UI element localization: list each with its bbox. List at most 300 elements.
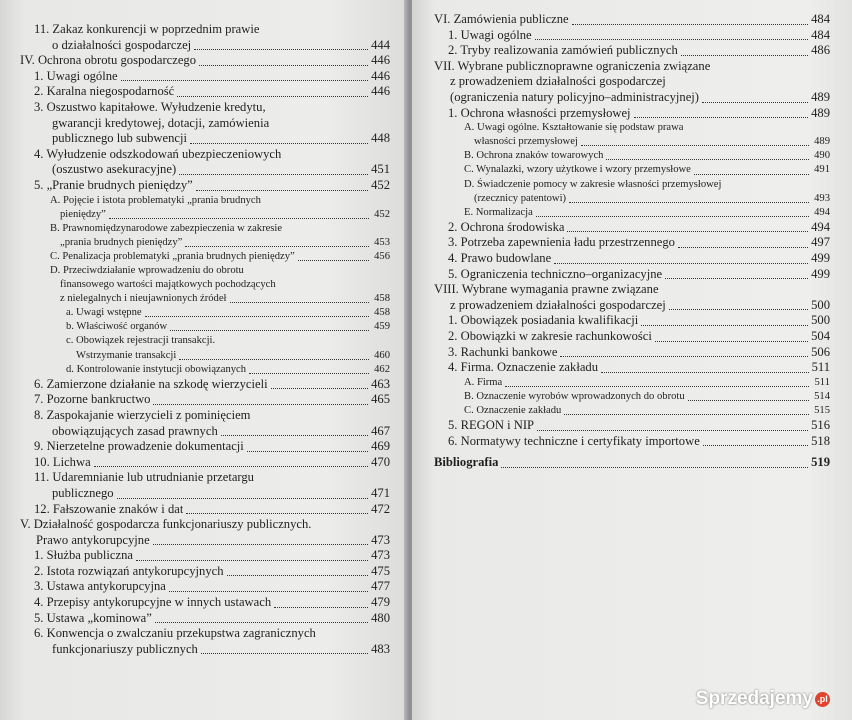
toc-page-number: 472 bbox=[371, 501, 390, 516]
toc-entry-line bbox=[20, 131, 390, 147]
toc-page-number: 489 bbox=[811, 105, 830, 120]
dot-leader bbox=[601, 372, 809, 373]
toc-entry-title: 3. Potrzeba zapewnienia ładu przestrzennego bbox=[448, 235, 675, 250]
toc-page-number: 467 bbox=[371, 423, 390, 438]
toc-entry bbox=[20, 306, 390, 320]
toc-page-number: 506 bbox=[811, 344, 830, 359]
toc-entry bbox=[434, 329, 830, 345]
dot-leader bbox=[688, 400, 809, 401]
toc-entry-title: C. Wynalazki, wzory użytkowe i wzory przemysłowe bbox=[464, 164, 691, 176]
toc-page-number: 494 bbox=[814, 206, 830, 218]
toc-entry bbox=[20, 377, 390, 393]
toc-entry-title: 4. Firma. Oznaczenie zakładu bbox=[448, 360, 599, 375]
dot-leader bbox=[655, 341, 808, 342]
toc-entry bbox=[434, 28, 830, 44]
right-page bbox=[412, 0, 852, 720]
toc-entry bbox=[20, 264, 390, 306]
toc-entry-title: (rzecznicy patentowi) bbox=[474, 192, 567, 204]
toc-entry-title: 5. Ustawa „kominowa” bbox=[34, 610, 152, 625]
toc-entry-title: 3. Ustawa antykorupcyjna bbox=[34, 579, 166, 594]
toc-entry bbox=[20, 439, 390, 455]
toc-entry-continuation bbox=[434, 59, 830, 75]
toc-entry-line bbox=[20, 579, 390, 595]
toc-entry-title: 4. Prawo budowlane bbox=[448, 251, 552, 265]
toc-page-number: 483 bbox=[371, 641, 390, 656]
toc-entry-title: VIII. Wybrane wymagania prawne związane bbox=[434, 282, 659, 297]
toc-page-number: 493 bbox=[814, 192, 830, 204]
toc-entry-line bbox=[434, 28, 830, 44]
toc-entry-line bbox=[20, 564, 390, 580]
toc-entry bbox=[434, 455, 830, 471]
toc-page-number: 459 bbox=[374, 321, 390, 333]
dot-leader bbox=[694, 174, 809, 175]
toc-page-number: 453 bbox=[374, 236, 390, 248]
toc-entry bbox=[20, 222, 390, 250]
toc-entry-line bbox=[434, 418, 830, 434]
toc-entry-line bbox=[20, 208, 390, 222]
toc-page-number: 490 bbox=[814, 150, 830, 162]
toc-entry-continuation bbox=[20, 100, 390, 116]
dot-leader bbox=[94, 466, 368, 467]
toc-entry-title: (oszustwo asekuracyjne) bbox=[52, 162, 177, 177]
toc-entry-line bbox=[20, 320, 390, 334]
toc-entry-continuation bbox=[20, 264, 390, 278]
toc-entry bbox=[20, 363, 390, 377]
toc-entry-continuation bbox=[20, 334, 390, 348]
toc-entry-title: 11. Udaremnianie lub utrudnianie przetargu bbox=[34, 470, 254, 485]
dot-leader bbox=[554, 263, 808, 264]
toc-entry-title: Wstrzymanie transakcji bbox=[76, 349, 177, 361]
toc-entry-continuation bbox=[434, 282, 830, 298]
toc-entry-title: A. Pojęcie i istota problematyki „prania brudnych bbox=[50, 194, 261, 206]
toc-page-number: 479 bbox=[371, 595, 390, 610]
toc-entry-title: pieniędzy” bbox=[60, 208, 106, 220]
toc-entry-title: 2. Istota rozwiązań antykorupcyjnych bbox=[34, 563, 224, 578]
toc-entry-line bbox=[20, 292, 390, 306]
dot-leader bbox=[560, 356, 808, 357]
toc-entry bbox=[20, 69, 390, 85]
toc-entry-title: własności przemysłowej bbox=[474, 136, 578, 148]
toc-list-left bbox=[20, 22, 390, 657]
toc-entry-line bbox=[20, 595, 390, 611]
toc-page-number: 456 bbox=[374, 250, 390, 262]
toc-entry bbox=[434, 418, 830, 434]
toc-page-number: 458 bbox=[374, 293, 390, 305]
toc-entry-title: z prowadzeniem działalności gospodarczej bbox=[450, 74, 666, 89]
toc-entry-title: 1. Ochrona własności przemysłowej bbox=[448, 105, 631, 120]
toc-entry-title: 2. Tryby realizowania zamówień publicznych bbox=[448, 43, 678, 58]
dot-leader bbox=[569, 202, 809, 203]
toc-page-number: 491 bbox=[814, 164, 830, 176]
dot-leader bbox=[641, 325, 808, 326]
toc-entry bbox=[434, 149, 830, 163]
toc-entry bbox=[434, 220, 830, 236]
toc-entry-title: 3. Rachunki bankowe bbox=[448, 344, 558, 359]
toc-entry-line bbox=[20, 38, 390, 54]
toc-entry bbox=[20, 250, 390, 264]
toc-entry bbox=[20, 392, 390, 408]
toc-entry-title: 1. Uwagi ogólne bbox=[34, 68, 118, 83]
toc-entry-line bbox=[434, 360, 830, 376]
toc-entry bbox=[20, 100, 390, 147]
toc-entry-continuation bbox=[20, 517, 390, 533]
dot-leader bbox=[170, 330, 369, 331]
toc-entry-line bbox=[20, 162, 390, 178]
dot-leader bbox=[249, 373, 369, 374]
toc-list-right bbox=[434, 12, 830, 471]
toc-entry-line bbox=[434, 251, 830, 267]
toc-entry bbox=[434, 267, 830, 283]
dot-leader bbox=[271, 388, 369, 389]
toc-entry bbox=[434, 163, 830, 177]
toc-page-number: 452 bbox=[374, 208, 390, 220]
toc-entry-title: 1. Obowiązek posiadania kwalifikacji bbox=[448, 313, 639, 328]
toc-entry-line bbox=[434, 43, 830, 59]
dot-leader bbox=[247, 451, 368, 452]
toc-entry-title: C. Oznaczenie zakładu bbox=[464, 404, 562, 416]
dot-leader bbox=[196, 190, 368, 191]
toc-page-number: 475 bbox=[371, 563, 390, 578]
toc-page-number: 473 bbox=[371, 548, 390, 563]
toc-entry-title: 4. Wyłudzenie odszkodowań ubezpieczeniowych bbox=[34, 146, 282, 161]
toc-entry-title: gwarancji kredytowej, dotacji, zamówienia bbox=[52, 115, 270, 130]
toc-page-number: 519 bbox=[811, 455, 830, 470]
toc-entry-line bbox=[434, 235, 830, 251]
toc-entry bbox=[20, 334, 390, 362]
toc-entry-title: VI. Zamówienia publiczne bbox=[434, 12, 569, 26]
toc-entry bbox=[20, 564, 390, 580]
toc-entry bbox=[20, 548, 390, 564]
toc-page-number: 489 bbox=[811, 89, 830, 104]
toc-entry bbox=[434, 282, 830, 313]
toc-page-number: 446 bbox=[371, 68, 390, 83]
toc-page-number: 484 bbox=[811, 12, 830, 26]
toc-entry-line bbox=[20, 349, 390, 363]
toc-entry-line bbox=[20, 250, 390, 264]
toc-entry-line bbox=[20, 642, 390, 658]
dot-leader bbox=[227, 575, 369, 576]
toc-entry-title: „prania brudnych pieniędzy” bbox=[60, 236, 183, 248]
toc-entry-line bbox=[434, 455, 830, 471]
toc-entry-continuation bbox=[20, 278, 390, 292]
watermark-text: Sprzedajemy bbox=[695, 688, 813, 709]
toc-page-number: 511 bbox=[811, 360, 830, 375]
dot-leader bbox=[153, 404, 368, 405]
toc-entry-line bbox=[434, 313, 830, 329]
toc-entry-title: 1. Służba publiczna bbox=[34, 548, 133, 563]
toc-page-number: 514 bbox=[814, 390, 830, 402]
toc-page-number: 477 bbox=[371, 579, 390, 594]
dot-leader bbox=[634, 117, 809, 118]
toc-entry-title: 5. Ograniczenia techniczno–organizacyjne bbox=[448, 266, 663, 281]
dot-leader bbox=[145, 316, 369, 317]
toc-entry-title: C. Penalizacja problematyki „prania brudnych pieniędzy” bbox=[50, 250, 295, 262]
toc-entry-title: 5. REGON i NIP bbox=[448, 418, 535, 433]
toc-entry-line bbox=[434, 149, 830, 163]
dot-leader bbox=[109, 218, 369, 219]
toc-entry-title: (ograniczenia natury policyjno–administracyjnej) bbox=[450, 89, 699, 104]
toc-entry-continuation bbox=[20, 408, 390, 424]
toc-entry-title: 2. Obowiązki w zakresie rachunkowości bbox=[448, 328, 652, 343]
dot-leader bbox=[177, 96, 368, 97]
dot-leader bbox=[298, 260, 369, 261]
toc-entry-line bbox=[434, 192, 830, 206]
toc-entry-continuation bbox=[20, 222, 390, 236]
toc-entry bbox=[434, 360, 830, 376]
toc-page-number: 500 bbox=[811, 313, 830, 328]
toc-page-number: 446 bbox=[371, 84, 390, 99]
toc-entry bbox=[20, 320, 390, 334]
toc-entry-title: publicznego lub subwencji bbox=[52, 131, 188, 146]
toc-entry-line bbox=[20, 502, 390, 518]
dot-leader bbox=[230, 302, 370, 303]
toc-entry-title: z prowadzeniem działalności gospodarczej bbox=[450, 297, 666, 312]
toc-entry bbox=[20, 579, 390, 595]
toc-entry-title: c. Obowiązek rejestracji transakcji. bbox=[66, 335, 216, 347]
dot-leader bbox=[536, 216, 809, 217]
toc-entry bbox=[434, 106, 830, 122]
toc-entry-line bbox=[434, 376, 830, 390]
toc-entry-title: o działalności gospodarczej bbox=[52, 37, 192, 52]
toc-page-number: 515 bbox=[814, 404, 830, 416]
dot-leader bbox=[501, 467, 808, 468]
dot-leader bbox=[136, 560, 368, 561]
dot-leader bbox=[702, 102, 808, 103]
dot-leader bbox=[194, 49, 368, 50]
toc-entry-title: 5. „Pranie brudnych pieniędzy” bbox=[34, 177, 193, 192]
toc-entry bbox=[20, 53, 390, 69]
toc-page-number: 499 bbox=[811, 266, 830, 281]
dot-leader bbox=[179, 359, 369, 360]
toc-entry bbox=[20, 84, 390, 100]
toc-page-number: 446 bbox=[371, 53, 390, 68]
toc-entry bbox=[434, 404, 830, 418]
toc-page-number: 489 bbox=[814, 136, 830, 148]
toc-entry bbox=[20, 470, 390, 501]
toc-entry-title: A. Uwagi ogólne. Kształtowanie się podstaw prawa bbox=[464, 122, 684, 134]
watermark-badge: .pl bbox=[815, 692, 830, 707]
toc-page-number: 504 bbox=[811, 328, 830, 343]
toc-entry-line bbox=[20, 533, 390, 549]
toc-page-number: 494 bbox=[811, 219, 830, 234]
toc-entry-line bbox=[20, 611, 390, 627]
dot-leader bbox=[201, 653, 368, 654]
toc-page-number: 469 bbox=[371, 439, 390, 454]
toc-page-number: 500 bbox=[811, 297, 830, 312]
dot-leader bbox=[190, 143, 368, 144]
toc-page-number: 497 bbox=[811, 235, 830, 250]
toc-entry-title: 7. Pozorne bankructwo bbox=[34, 392, 151, 407]
toc-entry bbox=[434, 12, 830, 28]
dot-leader bbox=[221, 435, 368, 436]
toc-entry-title: z nielegalnych i nieujawnionych źródeł bbox=[60, 293, 227, 305]
watermark-logo bbox=[696, 688, 830, 710]
toc-page-number: 444 bbox=[371, 37, 390, 52]
toc-entry-continuation bbox=[20, 470, 390, 486]
dot-leader bbox=[703, 445, 808, 446]
toc-entry-title: E. Normalizacja bbox=[464, 206, 533, 218]
toc-entry-title: B. Ochrona znaków towarowych bbox=[464, 150, 604, 162]
toc-entry-title: publicznego bbox=[52, 485, 114, 500]
toc-entry-line bbox=[20, 486, 390, 502]
toc-entry-title: 4. Przepisy antykorupcyjne w innych ustawach bbox=[34, 595, 272, 610]
toc-entry-title: D. Przeciwdziałanie wprowadzeniu do obrotu bbox=[50, 265, 244, 276]
toc-page-number: 471 bbox=[371, 485, 390, 500]
dot-leader bbox=[179, 174, 368, 175]
toc-entry bbox=[434, 59, 830, 106]
toc-page-number: 499 bbox=[811, 251, 830, 265]
dot-leader bbox=[665, 278, 808, 279]
toc-entry-title: A. Firma bbox=[464, 376, 503, 388]
dot-leader bbox=[155, 622, 368, 623]
toc-entry-continuation bbox=[20, 626, 390, 642]
toc-entry-continuation bbox=[434, 74, 830, 90]
toc-page-number: 516 bbox=[811, 418, 830, 433]
toc-entry-line bbox=[434, 135, 830, 149]
dot-leader bbox=[185, 246, 369, 247]
toc-entry bbox=[20, 626, 390, 657]
toc-entry-continuation bbox=[20, 22, 390, 38]
toc-page-number: 480 bbox=[371, 610, 390, 625]
toc-entry-continuation bbox=[434, 121, 830, 135]
toc-entry-continuation bbox=[20, 194, 390, 208]
toc-entry-line bbox=[434, 404, 830, 418]
toc-entry-line bbox=[434, 220, 830, 236]
dot-leader bbox=[581, 145, 809, 146]
toc-entry-continuation bbox=[434, 178, 830, 192]
toc-entry bbox=[434, 434, 830, 450]
toc-entry-line bbox=[434, 298, 830, 314]
toc-entry-line bbox=[434, 434, 830, 450]
dot-leader bbox=[681, 55, 808, 56]
left-page bbox=[0, 0, 408, 720]
toc-entry-line bbox=[434, 329, 830, 345]
toc-entry-title: 6. Konwencja o zwalczaniu przekupstwa zagranicznych bbox=[34, 626, 316, 641]
toc-entry-title: B. Prawnomiędzynarodowe zabezpieczenia w zakresie bbox=[50, 222, 283, 234]
toc-entry bbox=[20, 611, 390, 627]
toc-entry-title: 3. Oszustwo kapitałowe. Wyłudzenie kredytu, bbox=[34, 99, 266, 114]
toc-entry-title: B. Oznaczenie wyrobów wprowadzonych do obrotu bbox=[464, 390, 685, 402]
toc-entry bbox=[434, 251, 830, 267]
toc-entry-title: finansowego wartości majątkowych pochodzących bbox=[60, 279, 276, 291]
toc-entry-title: 10. Lichwa bbox=[34, 454, 91, 469]
toc-entry-title: 8. Zaspokajanie wierzycieli z pominięciem bbox=[34, 407, 251, 422]
dot-leader bbox=[535, 39, 809, 40]
toc-entry bbox=[434, 313, 830, 329]
toc-entry-title: VII. Wybrane publicznoprawne ograniczenia związane bbox=[434, 58, 711, 73]
toc-entry bbox=[20, 194, 390, 222]
toc-entry bbox=[434, 376, 830, 390]
toc-entry-line bbox=[20, 178, 390, 194]
toc-entry-line bbox=[20, 392, 390, 408]
toc-entry-line bbox=[434, 90, 830, 106]
toc-entry bbox=[434, 121, 830, 149]
toc-entry bbox=[20, 455, 390, 471]
toc-entry-title: D. Świadczenie pomocy w zakresie własności przemysłowej bbox=[464, 178, 722, 190]
toc-page-number: 473 bbox=[371, 532, 390, 547]
toc-entry-line bbox=[20, 306, 390, 320]
toc-entry-title: 6. Normatywy techniczne i certyfikaty importowe bbox=[448, 433, 700, 448]
toc-entry-line bbox=[20, 455, 390, 471]
dot-leader bbox=[199, 65, 368, 66]
toc-page-number: 460 bbox=[374, 349, 390, 361]
toc-entry-title: obowiązujących zasad prawnych bbox=[52, 423, 218, 438]
toc-page-number: 462 bbox=[374, 363, 390, 375]
toc-entry-line bbox=[20, 377, 390, 393]
dot-leader bbox=[169, 591, 368, 592]
toc-entry-title: 1. Uwagi ogólne bbox=[448, 27, 532, 42]
toc-entry bbox=[20, 408, 390, 439]
toc-entry bbox=[434, 178, 830, 206]
toc-entry-line bbox=[20, 424, 390, 440]
toc-entry-line bbox=[434, 206, 830, 220]
toc-page-number: 484 bbox=[811, 27, 830, 42]
dot-leader bbox=[606, 159, 809, 160]
toc-entry bbox=[434, 345, 830, 361]
toc-entry-title: b. Właściwość organów bbox=[66, 321, 168, 333]
toc-entry-title: IV. Ochrona obrotu gospodarczego bbox=[20, 53, 197, 68]
dot-leader bbox=[669, 309, 808, 310]
toc-entry-line bbox=[20, 69, 390, 85]
toc-entry-line bbox=[434, 12, 830, 28]
toc-entry bbox=[434, 206, 830, 220]
toc-page-number: 518 bbox=[811, 433, 830, 448]
toc-entry-title: 2. Ochrona środowiska bbox=[448, 219, 565, 234]
toc-page-number: 451 bbox=[371, 162, 390, 177]
toc-entry-title: 12. Fałszowanie znaków i dat bbox=[34, 501, 184, 516]
toc-entry bbox=[434, 235, 830, 251]
dot-leader bbox=[537, 430, 808, 431]
toc-page-number: 470 bbox=[371, 454, 390, 469]
toc-entry-line bbox=[20, 53, 390, 69]
dot-leader bbox=[186, 513, 368, 514]
dot-leader bbox=[121, 80, 369, 81]
toc-entry-line bbox=[20, 236, 390, 250]
toc-entry-title: d. Kontrolowanie instytucji obowiązanych bbox=[66, 363, 247, 375]
toc-entry-line bbox=[20, 548, 390, 564]
dot-leader bbox=[567, 231, 808, 232]
toc-page-number: 452 bbox=[371, 177, 390, 192]
dot-leader bbox=[505, 386, 809, 387]
toc-entry-title: 6. Zamierzone działanie na szkodę wierzycieli bbox=[34, 376, 268, 391]
toc-entry-title: a. Uwagi wstępne bbox=[66, 307, 142, 319]
toc-page-number: 486 bbox=[811, 43, 830, 58]
toc-page-number: 458 bbox=[374, 307, 390, 319]
toc-entry-line bbox=[20, 84, 390, 100]
toc-entry-line bbox=[434, 267, 830, 283]
toc-entry-line bbox=[434, 106, 830, 122]
toc-entry-title: Prawo antykorupcyjne bbox=[36, 532, 150, 547]
toc-entry bbox=[434, 43, 830, 59]
toc-entry-line bbox=[434, 390, 830, 404]
toc-entry bbox=[20, 517, 390, 548]
toc-entry bbox=[20, 147, 390, 178]
toc-entry-title: 11. Zakaz konkurencji w poprzednim prawie bbox=[34, 22, 260, 36]
toc-entry bbox=[20, 178, 390, 194]
toc-entry-line bbox=[20, 439, 390, 455]
toc-entry bbox=[434, 390, 830, 404]
toc-page-number: 448 bbox=[371, 131, 390, 146]
toc-entry bbox=[20, 22, 390, 53]
dot-leader bbox=[564, 414, 809, 415]
toc-entry-line bbox=[20, 363, 390, 377]
dot-leader bbox=[572, 24, 808, 25]
toc-page-number: 463 bbox=[371, 376, 390, 391]
dot-leader bbox=[117, 498, 369, 499]
toc-entry-title: funkcjonariuszy publicznych bbox=[52, 641, 198, 656]
dot-leader bbox=[678, 247, 808, 248]
toc-entry-title: Bibliografia bbox=[434, 455, 499, 470]
